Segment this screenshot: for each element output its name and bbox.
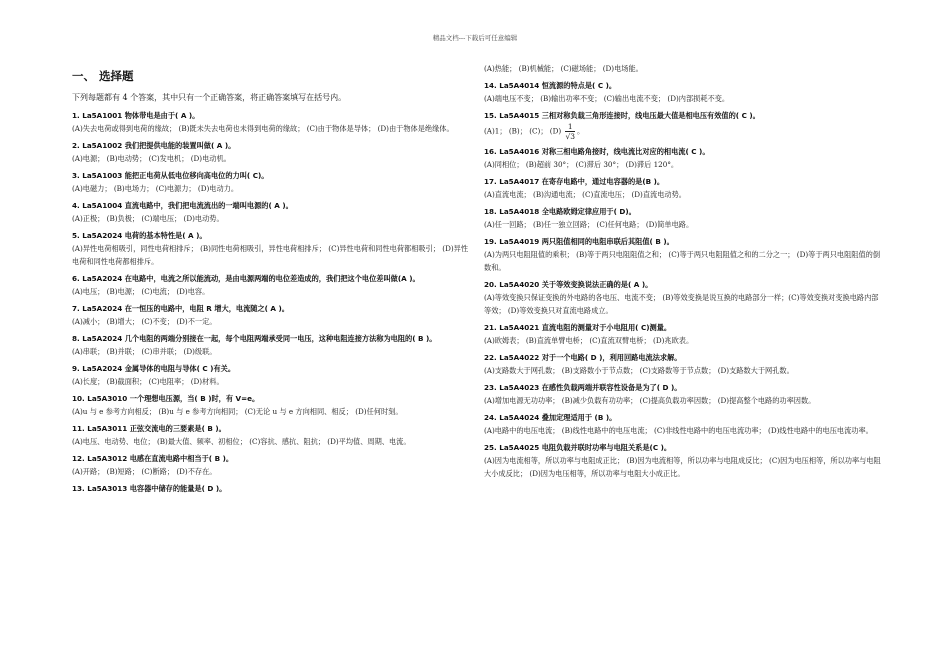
- question-text: 14. La5A4014 恒流源的特点是( C )。: [484, 81, 617, 90]
- question-4: [72, 200, 470, 225]
- question-text: 1. La5A1001 物体带电是由于( A )。: [72, 111, 200, 120]
- question-2: [72, 140, 470, 165]
- question-7: [72, 303, 470, 328]
- question-16: [484, 146, 884, 171]
- question-text: 18. La5A4018 全电路欧姆定律应用于( D)。: [484, 207, 636, 216]
- question-text: 8. La5A2024 几个电阻的两端分别接在一起，每个电阻两端承受同一电压，这种电阻连接方法称为电阻的( B )。: [72, 334, 437, 343]
- question-text: 6. La5A2024 在电路中，电流之所以能流动，是由电源两端的电位差造成的，我们把这个电位差叫做(A )。: [72, 274, 420, 283]
- question-21: [484, 322, 884, 347]
- question-options: (A)正极； (B)负极； (C)端电压； (D)电动势。: [72, 214, 224, 223]
- left-column: [72, 60, 470, 495]
- right-column: [484, 62, 884, 485]
- question-22: [484, 352, 884, 377]
- question-options: (A)支路数大于网孔数； (B)支路数小于节点数； (C)支路数等于节点数； (D)支路数大于网孔数。: [484, 366, 794, 375]
- question-text: 11. La5A3011 正弦交流电的三要素是( B )。: [72, 424, 226, 433]
- question-text: 17. La5A4017 在寄存电路中，通过电容器的是(B )。: [484, 177, 665, 186]
- question-20: [484, 279, 884, 317]
- question-text: 12. La5A3012 电感在直流电路中相当于( B )。: [72, 454, 234, 463]
- question-options: (A)等效变换只保证变换的外电路的各电压、电流不变； (B)等效变换是说互换的电路部分一样；(C)等效变换对变换电路内部等效； (D)等效变换只对直流电路成立。: [484, 293, 879, 315]
- question-options: (A)开路； (B)短路； (C)断路； (D)不存在。: [72, 467, 217, 476]
- question-options: (A)为两只电阻阻值的乘积； (B)等于两只电阻阻值之和； (C)等于两只电阻阻值之和的二分之一； (D)等于两只电阻阻值的倒数和。: [484, 250, 881, 272]
- question-options: (A)失去电荷或得到电荷的缘故； (B)既未失去电荷也未得到电荷的缘故； (C)由于物体是导体； (D)由于物体是绝缘体。: [72, 124, 454, 133]
- question-options: (A)串联； (B)并联； (C)串并联； (D)级联。: [72, 347, 217, 356]
- section-title: 一、 选择题: [72, 69, 134, 83]
- question-13: [72, 483, 470, 495]
- question-options: (A)电压、电动势、电位； (B)最大值、频率、初相位； (C)容抗、感抗、阻抗； (D)平均值、周期、电流。: [72, 437, 411, 446]
- question-options: (A)直流电流； (B)沟通电流； (C)直流电压； (D)直流电动势。: [484, 190, 686, 199]
- question-text: 15. La5A4015 三相对称负载三角形连接时，线电压最大值是相电压有效值的( C )。: [484, 111, 760, 120]
- question-5: [72, 230, 470, 268]
- question-text: 19. La5A4019 两只阻值相同的电阻串联后其阻值( B )。: [484, 237, 674, 246]
- question-options: (A)电路中的电压电流； (B)线性电路中的电压电流； (C)非线性电路中的电压电流功率； (D)线性电路中的电压电流功率。: [484, 426, 873, 435]
- question-text: 3. La5A1003 能把正电荷从低电位移向高电位的力叫( C)。: [72, 171, 269, 180]
- question-8: [72, 333, 470, 358]
- question-text: 7. La5A2024 在一恒压的电路中，电阻 R 增大，电流随之( A )。: [72, 304, 289, 313]
- question-text: 10. La5A3010 一个理想电压源，当( B )时，有 V=e。: [72, 394, 260, 403]
- question-12: [72, 453, 470, 478]
- question-24: [484, 412, 884, 437]
- question-text: 2. La5A1002 我们把提供电能的装置叫做( A )。: [72, 141, 236, 150]
- question-options: (A)1； (B)； (C)； (D) $\frac{1}{√3}$ 。: [484, 122, 585, 141]
- question-14: [484, 80, 884, 105]
- question-text: 20. La5A4020 关于等效变换说法正确的是( A )。: [484, 280, 653, 289]
- question-options: (A)欧姆表； (B)直流单臂电桥； (C)直流双臂电桥； (D)兆欧表。: [484, 336, 694, 345]
- question-18: [484, 206, 884, 231]
- question-options: (A)减小； (B)增大； (C)不变； (D)不一定。: [72, 317, 217, 326]
- question-options: (A)电源； (B)电动势； (C)发电机； (D)电动机。: [72, 154, 231, 163]
- question-text: 5. La5A2024 电荷的基本特性是( A )。: [72, 231, 207, 240]
- question-options: (A)长度； (B)截面积； (C)电阻率； (D)材料。: [72, 377, 224, 386]
- fraction-denominator: √3: [565, 132, 576, 141]
- question-options: (A)端电压不变； (B)输出功率不变； (C)输出电流不变； (D)内部损耗不变。: [484, 94, 730, 103]
- question-options: (A)电压； (B)电源； (C)电流； (D)电容。: [72, 287, 210, 296]
- question-19: [484, 236, 884, 274]
- question-options: (A)u 与 e 参考方向相反； (B)u 与 e 参考方向相同； (C)无论 u 与 e 方向相同、相反； (D)任何时刻。: [72, 407, 403, 416]
- question-options: (A)异性电荷相吸引，同性电荷相排斥； (B)同性电荷相吸引，异性电荷相排斥； (C)异性电荷和同性电荷都相吸引； (D)异性电荷和同性电荷都相排斥。: [72, 244, 469, 266]
- question-text: 4. La5A1004 直流电路中，我们把电流流出的一端叫电源的( A )。: [72, 201, 293, 210]
- question-options: (A)同相位； (B)超前 30°； (C)滞后 30°； (D)滞后 120°。: [484, 160, 679, 169]
- question-13-options: [484, 62, 884, 75]
- question-10: [72, 393, 470, 418]
- question-options: (A)任一回路； (B)任一独立回路； (C)任何电路； (D)简单电路。: [484, 220, 694, 229]
- question-11: [72, 423, 470, 448]
- question-options: (A)增加电源无功功率； (B)减少负载有功功率； (C)提高负载功率因数； (D)提高整个电路的功率因数。: [484, 396, 816, 405]
- question-9: [72, 363, 470, 388]
- question-25: [484, 442, 884, 480]
- question-text: 21. La5A4021 直流电阻的测量对于小电阻用( C)测量。: [484, 323, 672, 332]
- fraction: [565, 122, 575, 141]
- question-options: (A)热能； (B)机械能； (C)磁场能； (D)电场能。: [484, 64, 643, 73]
- question-text: 16. La5A4016 对称三相电路角接时，线电流比对应的相电流( C )。: [484, 147, 710, 156]
- question-3: [72, 170, 470, 195]
- question-text: 13. La5A3013 电容器中储存的能量是( D )。: [72, 484, 227, 493]
- question-23: [484, 382, 884, 407]
- question-text: 25. La5A4025 电阻负载并联时功率与电阻关系是(C )。: [484, 443, 672, 452]
- fraction-numerator: 1: [565, 122, 575, 132]
- question-options: (A)因为电流相等，所以功率与电阻成正比； (B)因为电流相等，所以功率与电阻成反比； (C)因为电压相等，所以功率与电阻大小成反比； (D)因为电压相等，所以功率与电阻大小成正比。: [484, 456, 881, 478]
- options-text: (A)1； (B)； (C)； (D): [484, 126, 562, 136]
- question-1: [72, 110, 470, 135]
- header-note: 精品文档---下载后可任意编辑: [432, 34, 518, 42]
- question-15: [484, 110, 884, 141]
- question-options: (A)电磁力； (B)电场力； (C)电源力； (D)电动力。: [72, 184, 239, 193]
- question-text: 23. La5A4023 在感性负载两端并联容性设备是为了( D )。: [484, 383, 682, 392]
- question-text: 22. La5A4022 对于一个电路( D )，利用回路电流法求解。: [484, 353, 682, 362]
- question-text: 9. La5A2024 金属导体的电阻与导体( C )有关。: [72, 364, 236, 373]
- question-17: [484, 176, 884, 201]
- question-6: [72, 273, 470, 298]
- question-text: 24. La5A4024 叠加定理适用于 (B )。: [484, 413, 617, 422]
- intro-text: 下列每题都有 4 个答案，其中只有一个正确答案，将正确答案填写在括号内。: [72, 93, 347, 102]
